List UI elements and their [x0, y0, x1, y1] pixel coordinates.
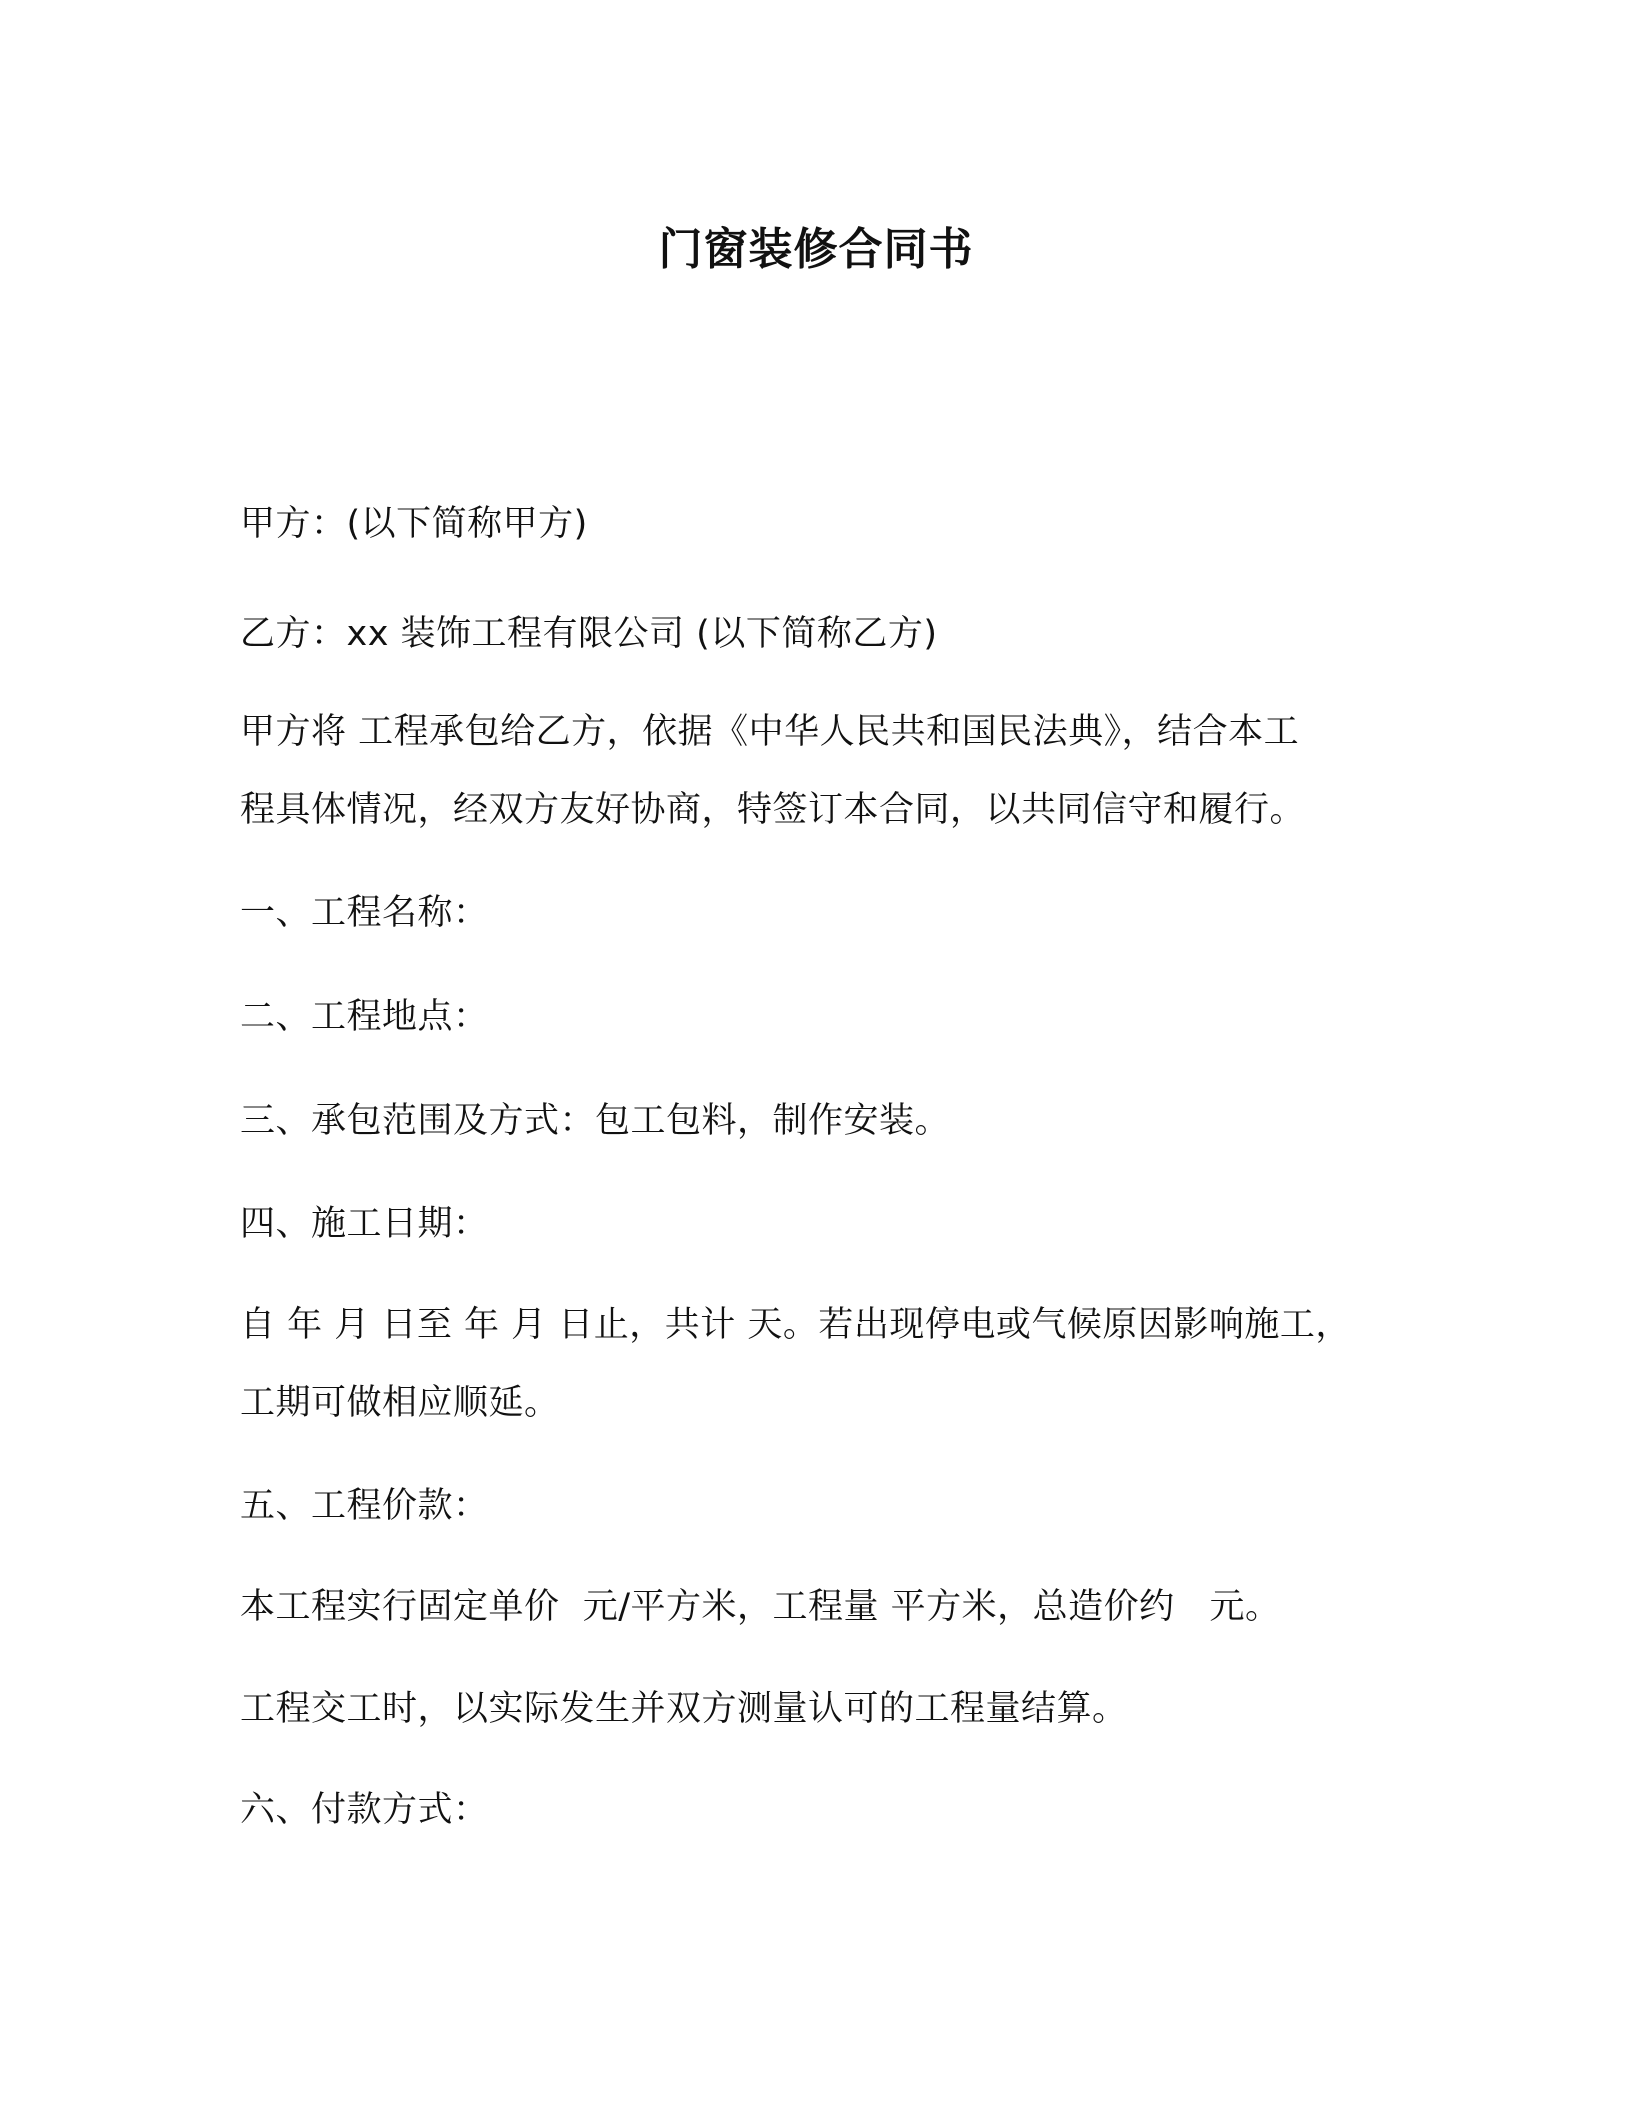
schedule-line-2: 工期可做相应顺延。 — [240, 1383, 560, 1423]
section-1-heading: 一、工程名称： — [240, 893, 489, 933]
party-b-line: 乙方：xx 装饰工程有限公司 (以下简称乙方) — [240, 614, 938, 654]
section-6-heading: 六、付款方式： — [240, 1790, 489, 1830]
document-title: 门窗装修合同书 — [658, 224, 974, 275]
preamble-line-2: 程具体情况，经双方友好协商，特签订本合同，以共同信守和履行。 — [240, 790, 1306, 830]
section-3-heading: 三、承包范围及方式：包工包料，制作安装。 — [240, 1101, 951, 1141]
section-5-heading: 五、工程价款： — [240, 1486, 489, 1526]
settlement-line: 工程交工时，以实际发生并双方测量认可的工程量结算。 — [240, 1689, 1128, 1729]
section-2-heading: 二、工程地点： — [240, 997, 489, 1037]
preamble-line-1: 甲方将 工程承包给乙方，依据《中华人民共和国民法典》，结合本工 — [240, 712, 1300, 752]
price-line: 本工程实行固定单价 元/平方米，工程量 平方米，总造价约 元。 — [240, 1587, 1281, 1627]
party-a-line: 甲方：(以下简称甲方) — [240, 504, 588, 544]
section-4-heading: 四、施工日期： — [240, 1204, 489, 1244]
schedule-line-1: 自 年 月 日至 年 月 日止，共计 天。若出现停电或气候原因影响施工， — [240, 1305, 1351, 1345]
